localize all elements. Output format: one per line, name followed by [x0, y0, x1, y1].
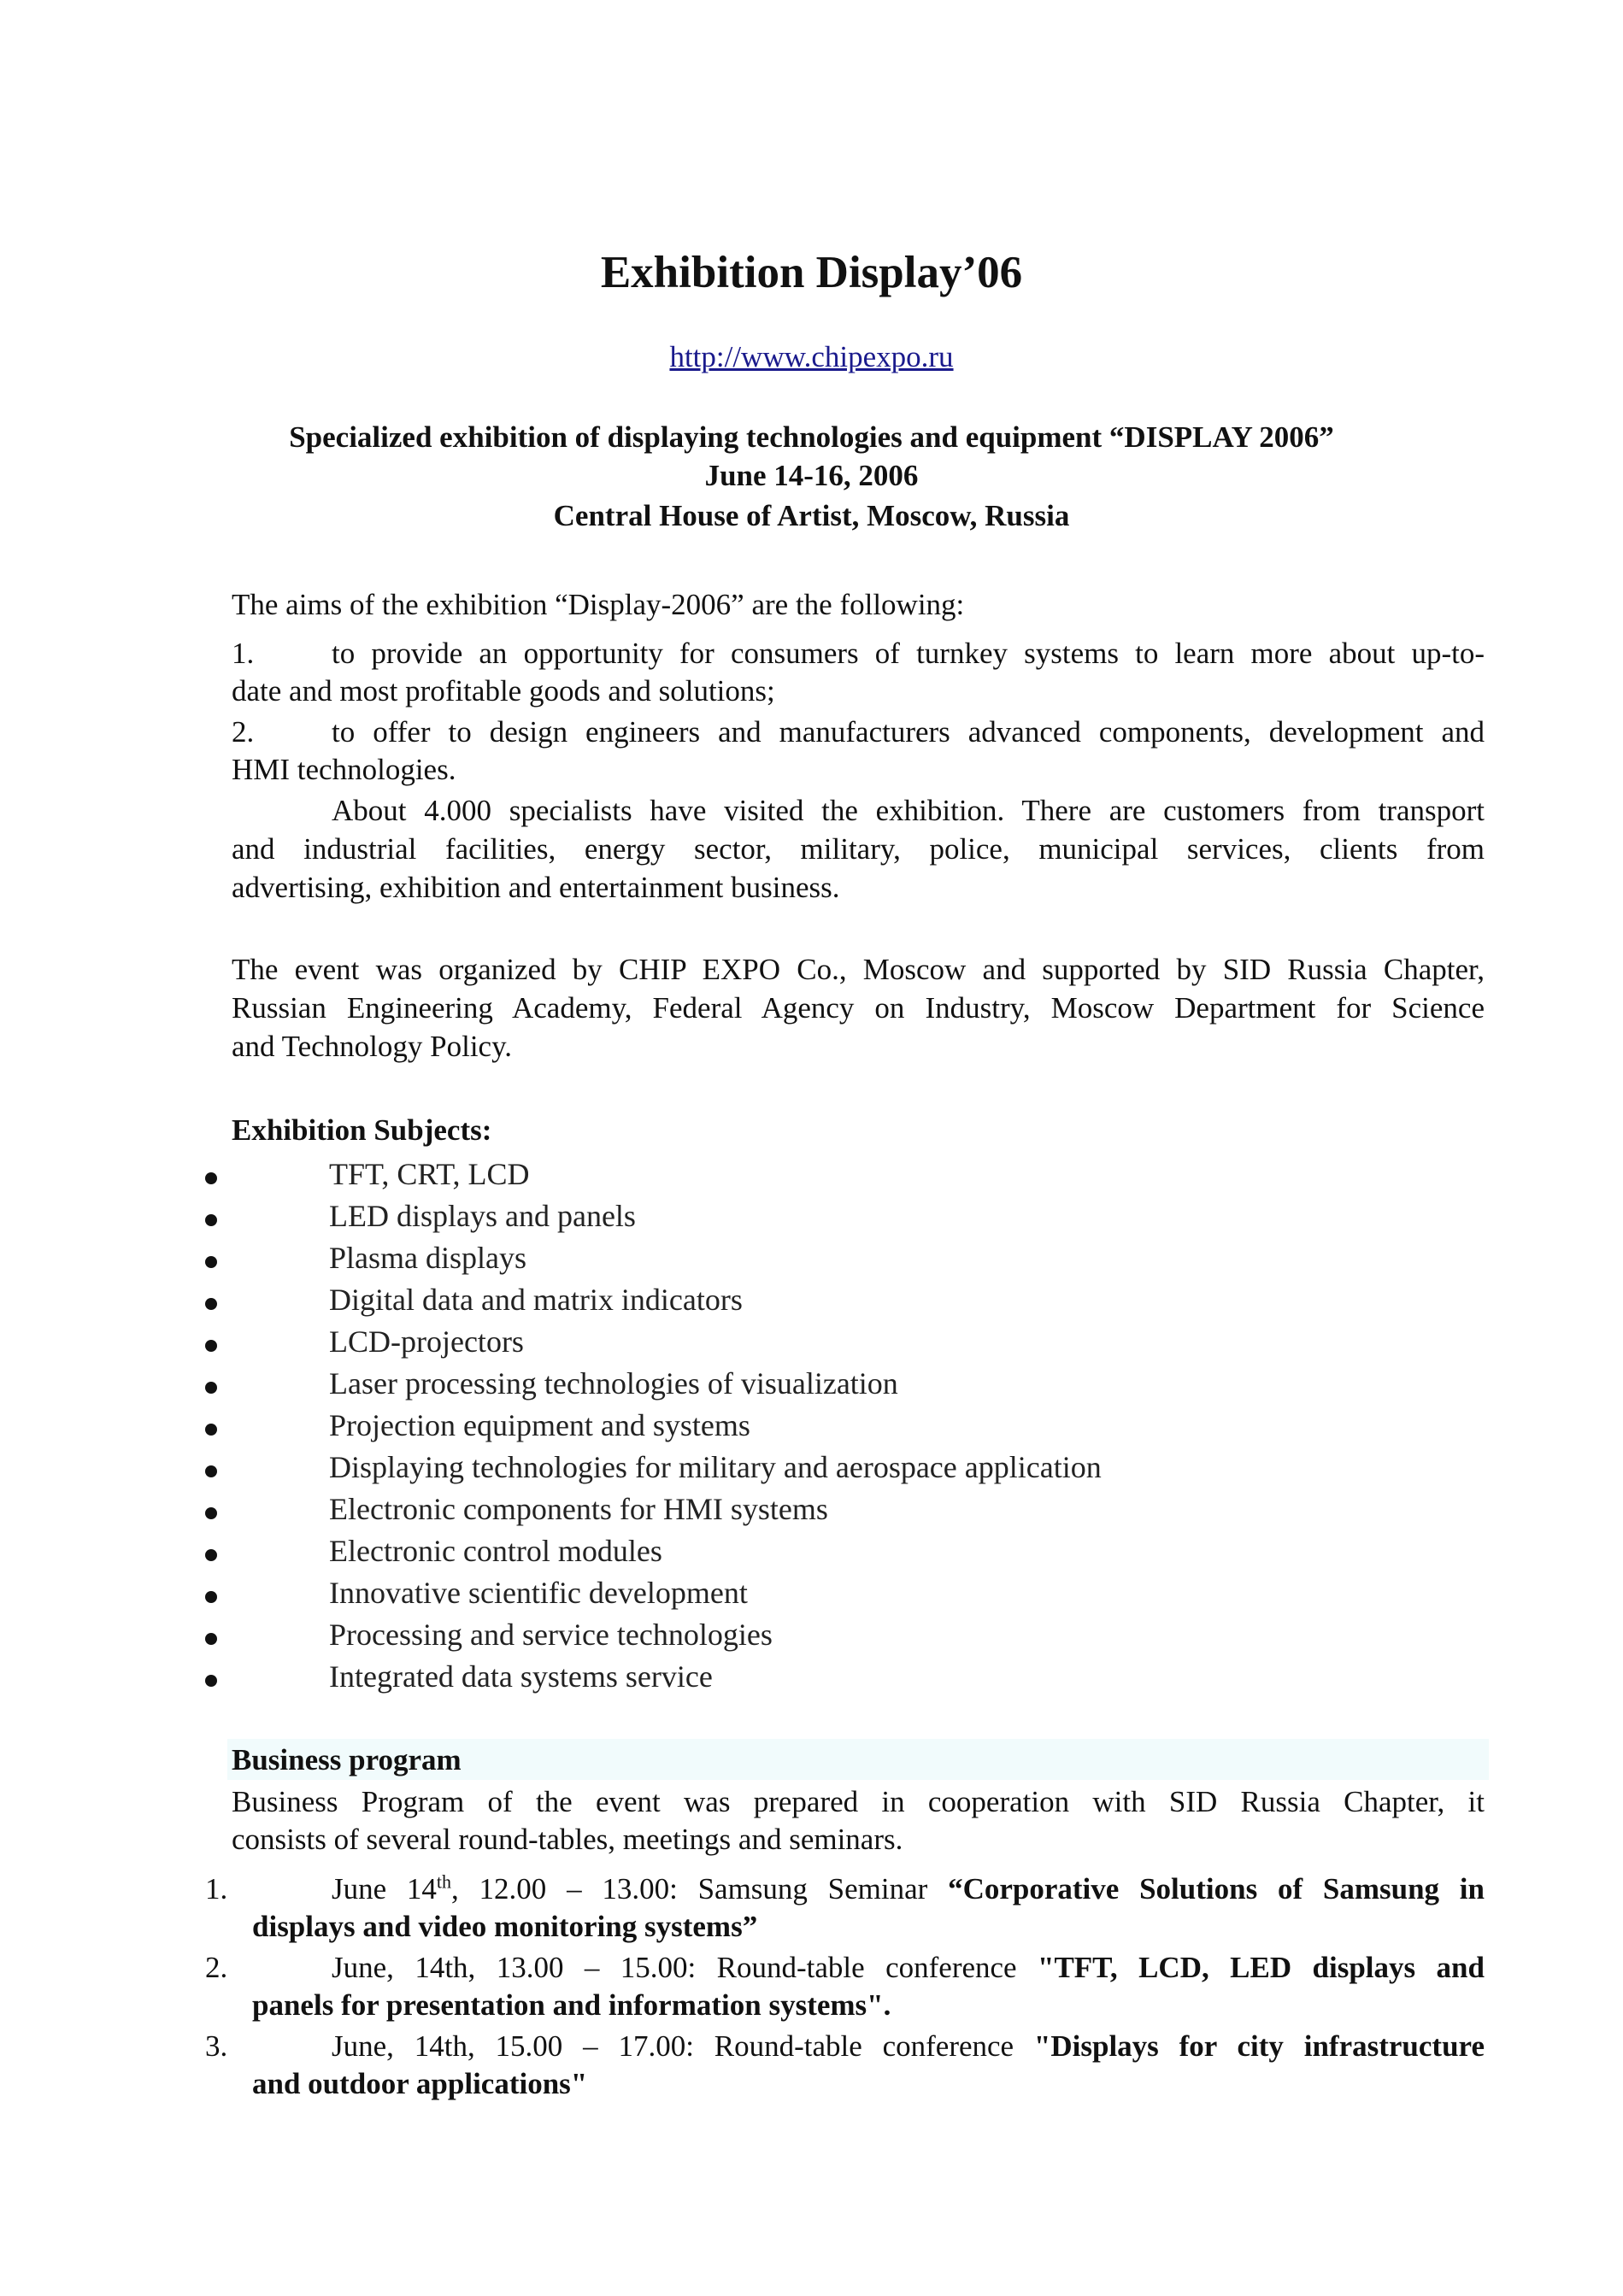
- organizers-line-3: and Technology Policy.: [232, 1030, 513, 1063]
- aims-item-1-number: 1.: [232, 637, 255, 670]
- bullet-icon: [205, 1424, 217, 1436]
- bullet-icon: [205, 1507, 217, 1519]
- subject-item: TFT, CRT, LCD: [329, 1157, 530, 1191]
- subject-item: Digital data and matrix indicators: [329, 1283, 743, 1317]
- subject-item: Laser processing technologies of visualization: [329, 1366, 898, 1401]
- program-item-3-date: June, 14th, 15.00 – 17.00: Round-table conference: [332, 2029, 1034, 2063]
- website-link[interactable]: http://www.chipexpo.ru: [669, 340, 954, 373]
- aims-item-1-line-2: date and most profitable goods and solutions;: [232, 674, 775, 708]
- aims-item-2-number: 2.: [232, 715, 255, 749]
- bullet-icon: [205, 1633, 217, 1645]
- business-intro-line-1: Business Program of the event was prepared in cooperation with SID Russia Chapter, it: [232, 1785, 1485, 1818]
- aims-intro: The aims of the exhibition “Display-2006” are the following:: [232, 588, 965, 621]
- subject-item: Electronic control modules: [329, 1534, 662, 1568]
- program-item-1-line-1: [332, 1870, 1485, 1908]
- bullet-icon: [205, 1298, 217, 1310]
- bullet-icon: [205, 1340, 217, 1352]
- bullet-icon: [205, 1675, 217, 1687]
- subject-item: LCD-projectors: [329, 1324, 524, 1359]
- program-item-2-number: 2.: [205, 1951, 228, 1984]
- subtitle-dates: June 14-16, 2006: [704, 459, 919, 492]
- bullet-icon: [205, 1591, 217, 1603]
- business-intro-line-2: consists of several round-tables, meetings and seminars.: [232, 1823, 903, 1856]
- subject-item: Electronic components for HMI systems: [329, 1492, 828, 1526]
- program-item-1-title: “Corporative Solutions of Samsung in: [948, 1872, 1485, 1906]
- subject-item: Projection equipment and systems: [329, 1408, 750, 1442]
- subject-item: Displaying technologies for military and aerospace application: [329, 1450, 1102, 1484]
- subject-item: Innovative scientific development: [329, 1576, 748, 1610]
- visitors-line-1: About 4.000 specialists have visited the exhibition. There are customers from transport: [332, 794, 1485, 827]
- program-item-2-line-2: panels for presentation and information systems".: [252, 1988, 891, 2022]
- bullet-icon: [205, 1465, 217, 1477]
- subjects-heading: Exhibition Subjects:: [232, 1113, 492, 1147]
- bullet-icon: [205, 1214, 217, 1226]
- document-title: Exhibition Display’06: [600, 248, 1023, 297]
- visitors-line-3: advertising, exhibition and entertainment business.: [232, 871, 840, 904]
- subject-item: Plasma displays: [329, 1241, 526, 1275]
- program-item-3-title: "Displays for city infrastructure: [1033, 2029, 1485, 2063]
- bullet-icon: [205, 1256, 217, 1268]
- aims-item-2-line-1: to offer to design engineers and manufacturers advanced components, development and: [332, 715, 1485, 749]
- program-item-3-line-1: [332, 2027, 1485, 2065]
- program-item-3-line-2: and outdoor applications": [252, 2067, 588, 2100]
- subject-item: LED displays and panels: [329, 1199, 636, 1233]
- organizers-line-2: Russian Engineering Academy, Federal Agency on Industry, Moscow Department for Science: [232, 991, 1485, 1025]
- subtitle-venue: Central House of Artist, Moscow, Russia: [553, 499, 1070, 532]
- business-heading: Business program: [232, 1743, 462, 1776]
- visitors-line-2: and industrial facilities, energy sector, military, police, municipal services, clients from: [232, 832, 1485, 866]
- subtitle-exhibition: Specialized exhibition of displaying technologies and equipment “DISPLAY 2006”: [289, 420, 1334, 454]
- program-item-1-date: June 14th, 12.00 – 13.00: Samsung Seminar: [332, 1870, 949, 1906]
- program-item-1-line-2: displays and video monitoring systems”: [252, 1910, 758, 1943]
- website-link-container: [0, 338, 1623, 376]
- program-item-3-number: 3.: [205, 2029, 228, 2063]
- program-item-2-title: "TFT, LCD, LED displays and: [1038, 1951, 1485, 1984]
- subject-item: Integrated data systems service: [329, 1659, 713, 1694]
- aims-item-1-line-1: to provide an opportunity for consumers of turnkey systems to learn more about up-to-: [332, 637, 1485, 670]
- bullet-icon: [205, 1382, 217, 1394]
- program-item-2-date: June, 14th, 13.00 – 15.00: Round-table conference: [332, 1951, 1038, 1984]
- organizers-line-1: The event was organized by CHIP EXPO Co., Moscow and supported by SID Russia Chapter,: [232, 953, 1485, 986]
- subject-item: Processing and service technologies: [329, 1618, 773, 1652]
- program-item-2-line-1: [332, 1948, 1485, 1987]
- bullet-icon: [205, 1549, 217, 1561]
- program-item-1-number: 1.: [205, 1872, 228, 1906]
- bullet-icon: [205, 1172, 217, 1184]
- aims-item-2-line-2: HMI technologies.: [232, 753, 456, 786]
